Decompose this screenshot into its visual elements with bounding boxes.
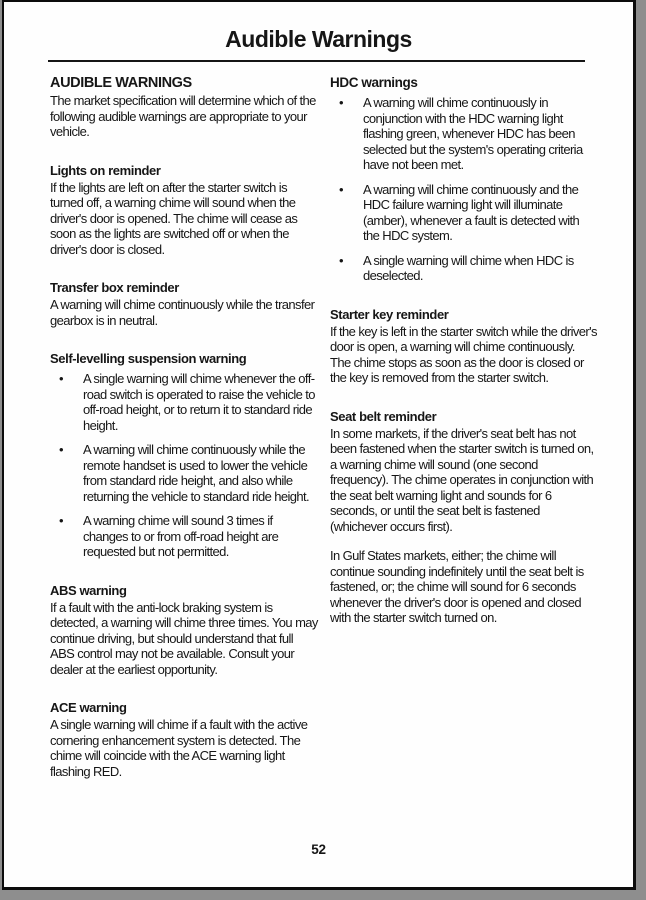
bullet-icon: • bbox=[339, 95, 343, 110]
content-columns bbox=[4, 62, 633, 779]
section-heading: Self-levelling suspension warning bbox=[50, 351, 247, 366]
list-item bbox=[50, 371, 318, 433]
list-item bbox=[330, 95, 598, 173]
bullet-list bbox=[50, 371, 318, 560]
section-seat-belt-reminder bbox=[330, 409, 598, 626]
list-item-text: A warning will chime continuously while the remote handset is used to lower the vehicle from standard ride height, and also while returning the vehicle to standard ride height. bbox=[83, 442, 310, 504]
section-paragraph: In some markets, if the driver's seat belt has not been fastened when the starter switch is turned on, a warning chime will sound (one second frequency). The chime operates in conjunction with the seat belt warning light and sounds for 6 seconds, or until the seat belt is fastened (whichever occurs first). bbox=[330, 425, 594, 534]
bullet-list bbox=[330, 95, 598, 284]
section-paragraph: If a fault with the anti-lock braking system is detected, a warning will chime three times. You may continue driving, but should understand that full ABS control may not be available. Consult your dealer at the earliest opportunity. bbox=[50, 599, 318, 677]
section-lights-on-reminder bbox=[50, 163, 318, 258]
list-item-text: A single warning will chime whenever the off-road switch is operated to raise the vehicle to off-road height, or to return it to standard ride height. bbox=[83, 371, 315, 433]
list-item bbox=[50, 513, 318, 560]
list-item-text: A single warning will chime when HDC is deselected. bbox=[363, 252, 574, 283]
section-audible-warnings bbox=[50, 75, 318, 140]
section-paragraph: The market specification will determine which of the following audible warnings are appropriate to your vehicle. bbox=[50, 93, 316, 139]
section-heading: ABS warning bbox=[50, 582, 127, 598]
section-heading: Starter key reminder bbox=[330, 306, 449, 322]
section-paragraph: If the key is left in the starter switch while the driver's door is open, a warning will chime continuously. The chime stops as soon as the door is closed or the key is removed from the starter switch. bbox=[330, 323, 597, 385]
list-item-text: A warning will chime continuously and the HDC failure warning light will illuminate (amber), whenever a fault is detected with the HDC system. bbox=[363, 181, 580, 243]
section-paragraph: In Gulf States markets, either; the chime will continue sounding indefinitely until the seat belt is fastened, or; the chime will sound for 6 seconds whenever the driver's door is opened and closed with the starter switch turned on. bbox=[330, 548, 584, 625]
page-number: 52 bbox=[311, 842, 326, 857]
bullet-icon: • bbox=[59, 513, 63, 528]
right-column bbox=[330, 62, 598, 779]
section-paragraph: If the lights are left on after the starter switch is turned off, a warning chime will sound when the driver's door is opened. The chime will cease as soon as the lights are switched off or when the driver's door is closed. bbox=[50, 179, 298, 257]
page-title: Audible Warnings bbox=[225, 26, 412, 52]
bullet-icon: • bbox=[339, 252, 343, 268]
section-ace-warning bbox=[50, 700, 318, 779]
section-paragraph: A warning will chime continuously while the transfer gearbox is in neutral. bbox=[50, 297, 315, 328]
list-item bbox=[50, 442, 318, 504]
bullet-icon: • bbox=[339, 181, 343, 197]
section-self-levelling-suspension-warning bbox=[50, 351, 318, 560]
section-heading: Transfer box reminder bbox=[50, 280, 179, 295]
list-item bbox=[330, 182, 598, 244]
left-column bbox=[50, 62, 318, 779]
bullet-icon: • bbox=[59, 442, 63, 457]
section-heading: AUDIBLE WARNINGS bbox=[50, 75, 192, 91]
list-item-text: A warning will chime continuously in conjunction with the HDC warning light flashing green, whenever HDC has been selected but the system's operating criteria have not been met. bbox=[363, 95, 583, 172]
section-abs-warning bbox=[50, 583, 318, 678]
page-header bbox=[4, 26, 633, 62]
section-heading: Lights on reminder bbox=[50, 162, 161, 178]
bullet-icon: • bbox=[59, 371, 63, 386]
section-starter-key-reminder bbox=[330, 307, 598, 386]
section-heading: HDC warnings bbox=[330, 75, 418, 90]
section-heading: ACE warning bbox=[50, 700, 127, 715]
list-item-text: A warning chime will sound 3 times if changes to or from off-road height are requested but not permitted. bbox=[83, 513, 279, 559]
section-hdc-warnings bbox=[330, 75, 598, 284]
manual-page bbox=[2, 0, 636, 890]
section-paragraph: A single warning will chime if a fault with the active cornering enhancement system is detected. The chime will coincide with the ACE warning light flashing RED. bbox=[50, 717, 308, 779]
section-transfer-box-reminder bbox=[50, 280, 318, 328]
list-item bbox=[330, 253, 598, 284]
section-heading: Seat belt reminder bbox=[330, 408, 437, 424]
